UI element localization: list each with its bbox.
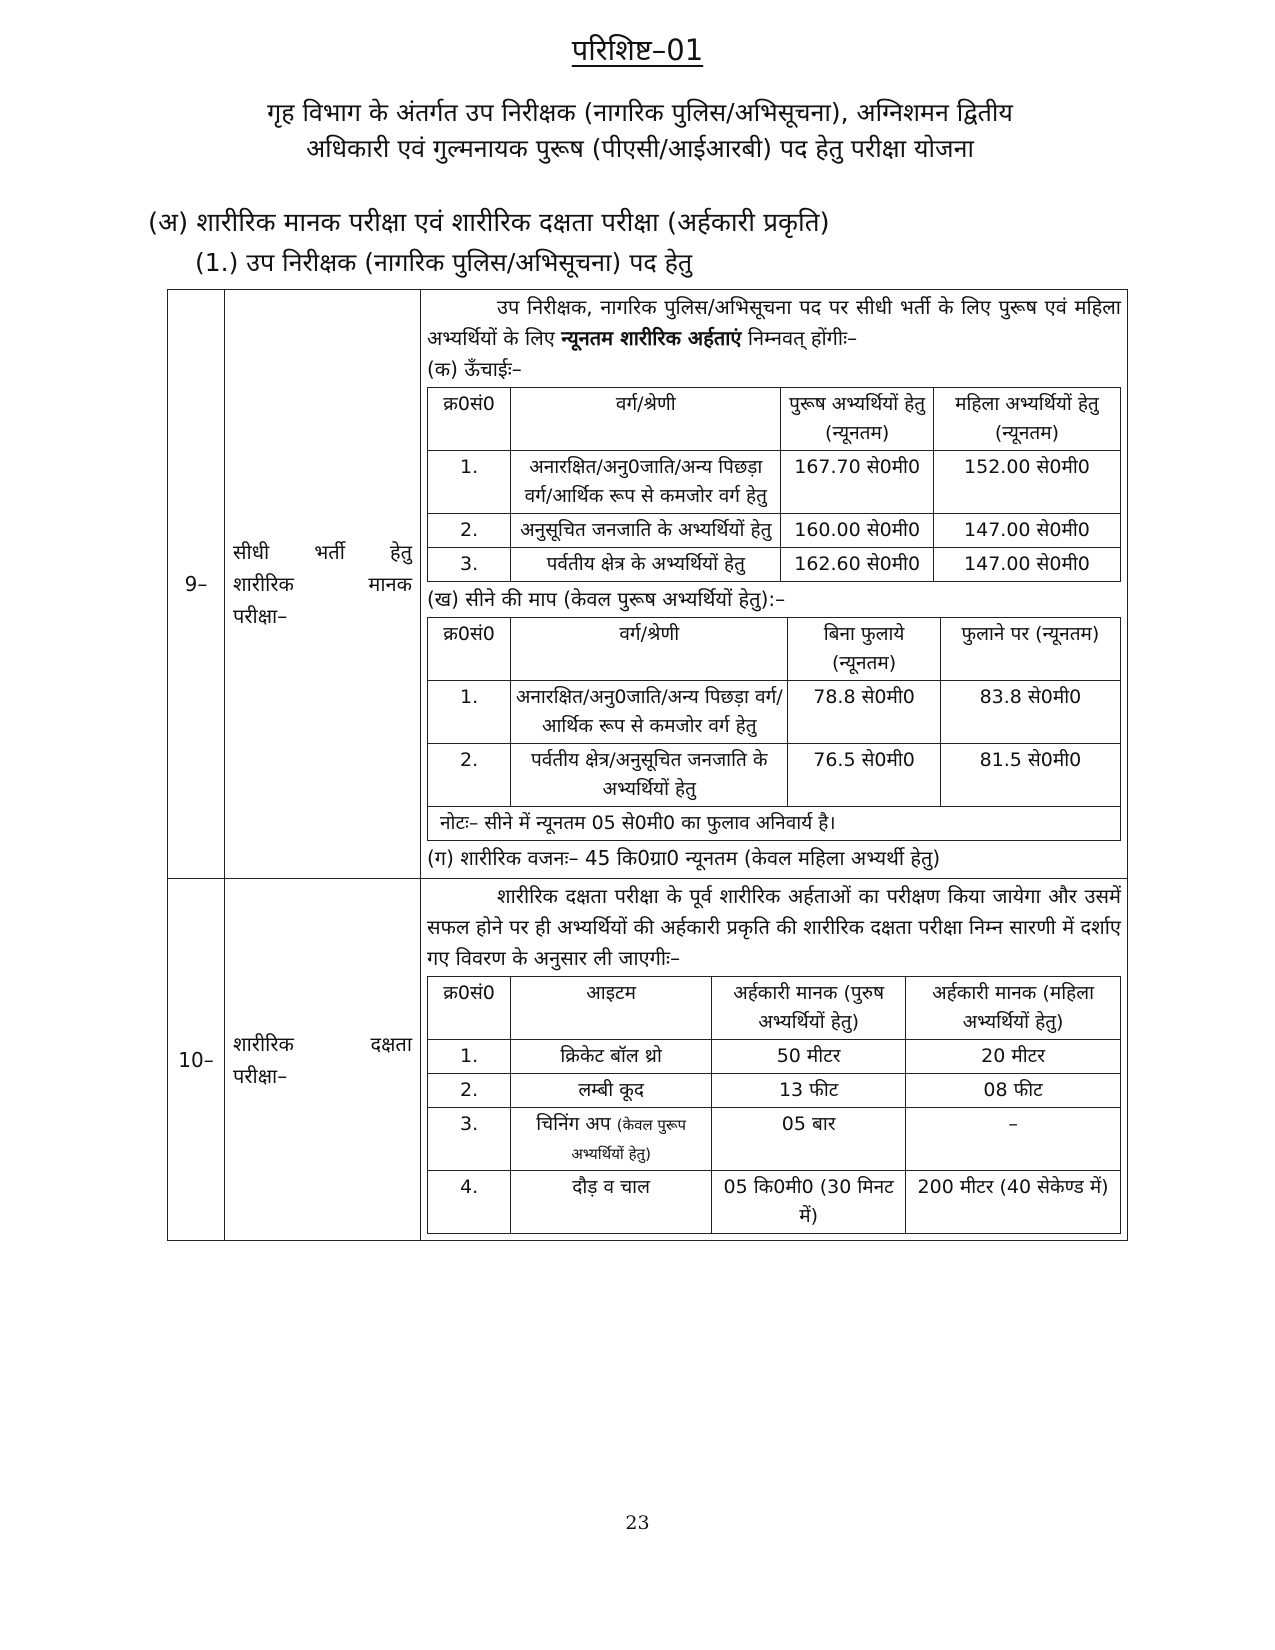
row-number: 9–	[168, 290, 225, 879]
height-caption: (क) ऊँचाईः–	[427, 357, 522, 381]
row-label: शारीरिक दक्षता परीक्षा–	[225, 879, 421, 1241]
item-note: (केवल पुरूप अभ्यर्थियों हेतु)	[571, 1116, 687, 1163]
table-row: 1. अनारक्षित/अनु0जाति/अन्य पिछड़ा वर्ग/आर्थिक रूप से कमजोर वर्ग हेतु 78.8 से0मी0 83.8 से0मी0	[428, 681, 1121, 744]
subtitle-line-1: गृह विभाग के अंतर्गत उप निरीक्षक (नागरिक पुलिस/अभिसूचना), अग्निशमन द्वितीय	[267, 98, 1013, 127]
column-header: बिना फुलाये (न्यूनतम)	[788, 618, 940, 681]
exam-scheme-table	[167, 289, 1128, 1241]
row-physical-standard	[168, 290, 1128, 879]
table-row: 3. पर्वतीय क्षेत्र के अभ्यर्थियों हेतु 162.60 से0मी0 147.00 से0मी0	[428, 548, 1121, 582]
row-content	[421, 879, 1128, 1241]
column-header: अर्हकारी मानक (पुरुष अभ्यर्थियों हेतु)	[712, 977, 906, 1040]
column-header: वर्ग/श्रेणी	[511, 388, 781, 451]
column-header: आइटम	[511, 977, 712, 1040]
table-row: 2. अनुसूचित जनजाति के अभ्यर्थियों हेतु 160.00 से0मी0 147.00 से0मी0	[428, 514, 1121, 548]
column-header: पुरूष अभ्यर्थियों हेतु (न्यूनतम)	[781, 388, 933, 451]
table-row: 2. लम्बी कूद 13 फीट 08 फीट	[428, 1074, 1121, 1108]
chest-caption: (ख) सीने की माप (केवल पुरूष अभ्यर्थियों हेतु):–	[427, 587, 786, 611]
column-header: क्र0सं0	[428, 618, 511, 681]
efficiency-table	[427, 976, 1121, 1234]
table-row: 3. चिनिंग अप (केवल पुरूप अभ्यर्थियों हेतु) 05 बार –	[428, 1108, 1121, 1171]
page-number: 23	[625, 1512, 650, 1534]
chest-table	[427, 617, 1121, 841]
table-row: 2. पर्वतीय क्षेत्र/अनुसूचित जनजाति के अभ्यर्थियों हेतु 76.5 से0मी0 81.5 से0मी0	[428, 744, 1121, 807]
page-heading: परिशिष्ट–01	[571, 33, 704, 67]
document-subtitle	[140, 95, 1140, 167]
intro-paragraph: शारीरिक दक्षता परीक्षा के पूर्व शारीरिक अर्हताओं का परीक्षण किया जायेगा और उसमें सफल होने पर ही अभ्यर्थियों की अर्हकारी प्रकृति की शारीरिक दक्षता परीक्षा निम्न सारणी में दर्शाए गए विवरण के अनुसार ली जाएगीः–	[427, 884, 1121, 970]
intro-paragraph: उप निरीक्षक, नागरिक पुलिस/अभिसूचना पद पर सीधी भर्ती के लिए पुरूष एवं महिला अभ्यर्थियों के लिए न्यूनतम शारीरिक अर्हताएं निम्नवत् होंगीः–	[427, 295, 1121, 350]
column-header: अर्हकारी मानक (महिला अभ्यर्थियों हेतु)	[906, 977, 1121, 1040]
table-row: 1. क्रिकेट बॉल थ्रो 50 मीटर 20 मीटर	[428, 1040, 1121, 1074]
column-header: क्र0सं0	[428, 977, 511, 1040]
column-header: क्र0सं0	[428, 388, 511, 451]
section-a-heading: (अ) शारीरिक मानक परीक्षा एवं शारीरिक दक्षता परीक्षा (अर्हकारी प्रकृति)	[148, 208, 830, 238]
table-row: 4. दौड़ व चाल 05 कि0मी0 (30 मिनट में) 200 मीटर (40 सेकेण्ड में)	[428, 1171, 1121, 1234]
note-row	[428, 807, 1121, 841]
chest-note: नोटः– सीने में न्यूनतम 05 से0मी0 का फुलाव अनिवार्य है।	[428, 807, 1121, 841]
section-1-heading: (1.) उप निरीक्षक (नागरिक पुलिस/अभिसूचना) पद हेतु	[195, 248, 693, 277]
column-header: महिला अभ्यर्थियों हेतु (न्यूनतम)	[933, 388, 1120, 451]
row-label: सीधी भर्ती हेतु शारीरिक मानक परीक्षा–	[225, 290, 421, 879]
weight-requirement: (ग) शारीरिक वजनः– 45 कि0ग्रा0 न्यूनतम (केवल महिला अभ्यर्थी हेतु)	[427, 846, 941, 870]
height-table	[427, 387, 1121, 582]
row-number: 10–	[168, 879, 225, 1241]
subtitle-line-2: अधिकारी एवं गुल्मनायक पुरूष (पीएसी/आईआरबी) पद हेतु परीक्षा योजना	[306, 134, 974, 163]
table-row: 1. अनारक्षित/अनु0जाति/अन्य पिछड़ा वर्ग/आर्थिक रूप से कमजोर वर्ग हेतु 167.70 से0मी0 152.00 से0मी0	[428, 451, 1121, 514]
row-physical-efficiency	[168, 879, 1128, 1241]
column-header: वर्ग/श्रेणी	[511, 618, 788, 681]
row-content	[421, 290, 1128, 879]
column-header: फुलाने पर (न्यूनतम)	[940, 618, 1120, 681]
